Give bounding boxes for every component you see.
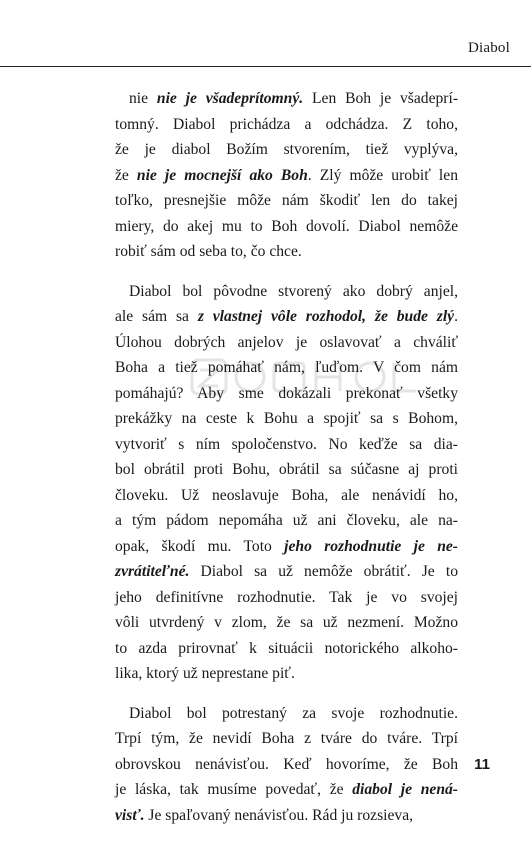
text-line [115,137,458,163]
emphasis-text: zvrátiteľné. [115,563,190,580]
paragraph [115,279,458,687]
text-run: jeho definitívne rozhodnutie. Tak je vo svojej [115,588,458,606]
emphasis-text: nie je mocnejší ako Boh [136,166,308,184]
page-number: 11 [474,756,490,773]
text-line [115,214,458,240]
emphasis-text: visť. [115,806,145,824]
text-run: Diabol bol potrestaný za svoje rozhodnutie. [129,704,458,722]
body-text [115,86,458,842]
text-line [115,432,458,458]
text-run: opak, škodí mu. Toto [115,537,285,555]
text-line [115,661,458,687]
text-line [115,304,458,330]
text-run: Úlohou dobrých anjelov je oslavovať a chváliť [115,333,458,351]
text-line [115,239,458,265]
text-line [115,483,458,509]
text-run: lika, ktorý už neprestane piť. [115,665,295,682]
text-line [115,585,458,611]
text-line [115,752,458,778]
text-run: vôli utvrdený v zlom, že sa už nezmení. Možno [115,614,458,631]
text-line [115,508,458,534]
text-line [115,610,458,636]
text-run: Trpí tým, že nevidí Boha z tváre do tváre. Trpí [115,730,458,747]
text-run: človeku. Už neoslavuje Boha, ale nenávidí ho, [115,486,458,504]
text-run: nie [129,90,157,107]
text-run: je láska, tak musíme povedať, že [115,781,353,798]
text-run: Diabol bol pôvodne stvorený ako dobrý anjel, [129,282,458,300]
paragraph [115,86,458,265]
text-line [115,636,458,662]
text-line [115,112,458,138]
text-run: toľko, presnejšie môže nám škodiť len do takej [115,192,458,209]
text-run: to azda prirovnať k situácii notorického alkoho- [115,639,458,657]
text-line [115,188,458,214]
watermark-logo [190,352,420,402]
text-run: Boha a tiež pomáhať nám, ľuďom. V čom nám [115,359,458,376]
text-run: miery, do akej mu to Boh dovolí. Diabol nemôže [115,217,458,235]
text-line [115,86,458,112]
text-run: že je diabol Božím stvorením, tiež vyplýva, [115,141,458,158]
text-line [115,777,458,803]
text-line [115,701,458,727]
text-run: vytvoriť s ním spoločenstvo. No keďže sa dia- [115,435,458,453]
text-line [115,534,458,560]
text-run: a tým pádom nepomáha už ani človeku, ale na- [115,512,458,529]
text-run: tomný. Diabol prichádza a odchádza. Z toho, [115,115,458,133]
text-run: pomáhajú? Aby sme dokázali prekonať všetky [115,384,458,402]
text-line [115,559,458,585]
text-run: bol obrátil proti Bohu, obrátil sa súčasne aj proti [115,461,458,478]
text-line [115,279,458,305]
text-run: . [454,308,458,325]
text-run: . Zlý môže urobiť len [307,166,458,184]
emphasis-text: z vlastnej vôle rozhodol, že bude zlý [197,308,455,325]
text-line [115,163,458,189]
text-run: že [115,166,137,184]
text-line [115,803,458,829]
header-rule [0,66,531,67]
paragraph [115,701,458,829]
text-run: Len Boh je všadeprí- [303,90,459,107]
emphasis-text: nie je všadeprítomný. [156,90,304,107]
emphasis-text: jeho rozhodnutie je ne- [284,537,458,555]
text-run: prekážky na ceste k Bohu a spojiť sa s Bohom, [115,410,458,427]
text-line [115,457,458,483]
text-run: obrovskou nenávisťou. Keď hovoríme, že Boh [115,755,458,773]
text-run: Je spaľovaný nenávisťou. Rád ju rozsieva, [144,806,414,824]
text-run: Diabol sa už nemôže obrátiť. Je to [189,563,458,580]
emphasis-text: diabol je nená- [352,781,458,798]
text-line [115,726,458,752]
text-run: robiť sám od seba to, čo chce. [115,243,302,260]
text-line [115,406,458,432]
text-run: ale sám sa [115,308,198,325]
running-head: Diabol [467,40,510,56]
